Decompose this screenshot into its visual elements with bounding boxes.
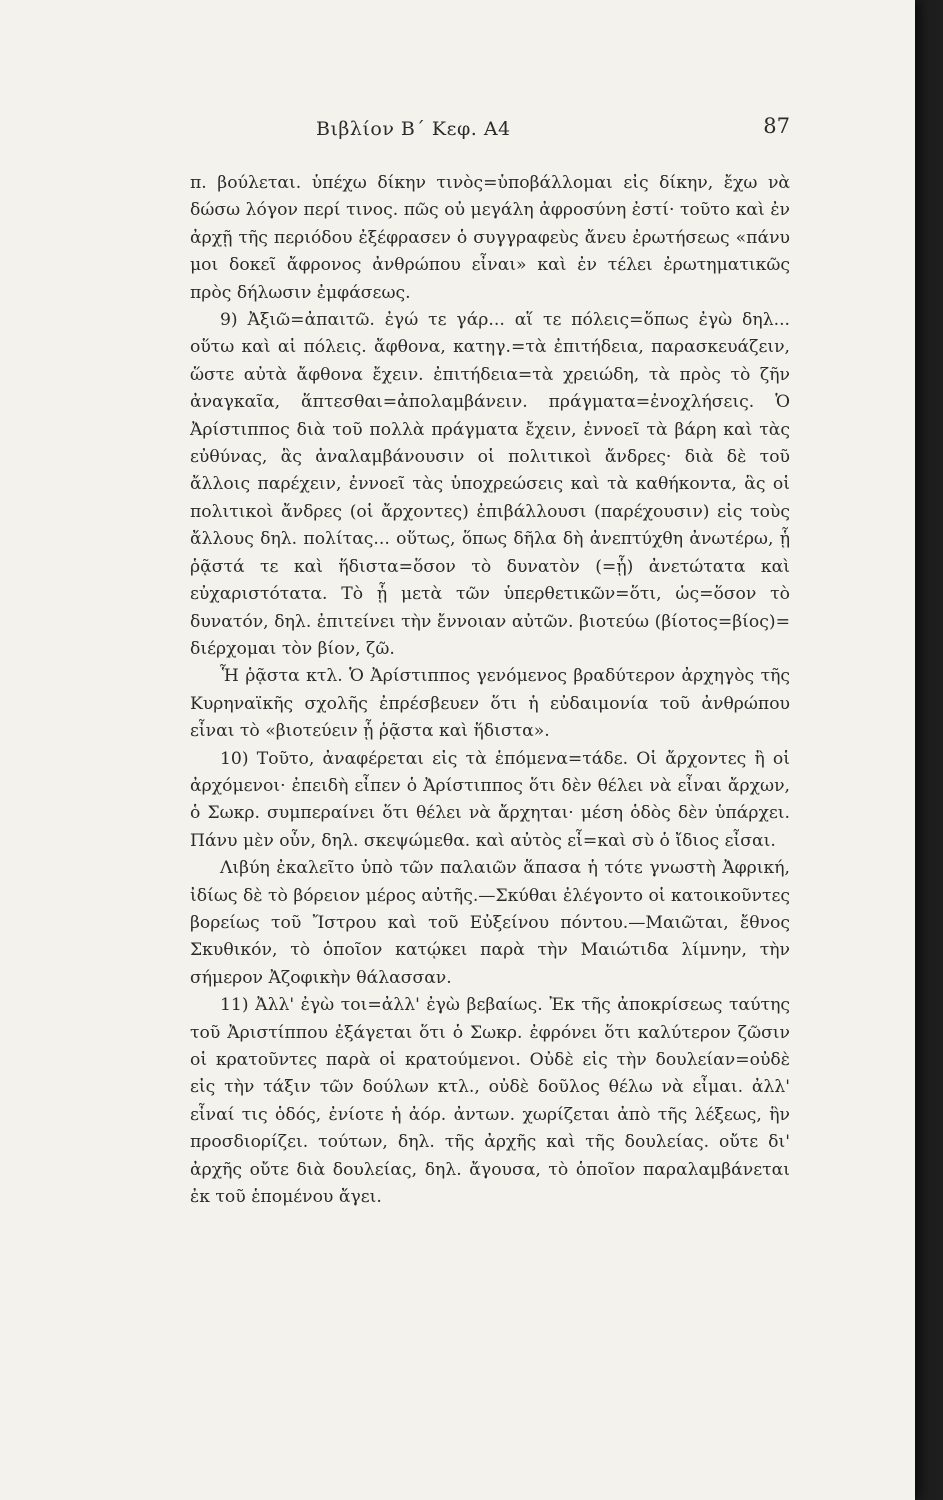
paragraph-continuation: π. βούλεται. ὑπέχω δίκην τινὸς=ὑποβάλλομαι εἰς δίκην, ἔχω νὰ δώσω λόγον περί τινος. πῶς οὐ μεγάλη ἀφροσύνη ἐστί· τοῦτο καὶ ἐν ἀρχῇ τῆς περιόδου ἐξέφρασεν ὁ συγγραφεὺς ἄνευ ἐρωτήσεως «πάνυ μοι δοκεῖ ἄφρονος ἀνθρώπου εἶναι» καὶ ἐν τέλει ἐρωτηματικῶς πρὸς δήλωσιν ἐμφάσεως.: [190, 173, 790, 303]
commentary-text: [190, 170, 790, 1211]
page-number: 87: [763, 114, 790, 138]
running-title: Βιβλίον Β΄ Κεφ. Α4: [316, 118, 511, 140]
paragraph-note-11: 11) Ἀλλ' ἐγὼ τοι=ἀλλ' ἐγὼ βεβαίως. Ἐκ τῆς ἀποκρίσεως ταύτης τοῦ Ἀριστίππου ἐξάγεται ὅτι ὁ Σωκρ. ἐφρόνει ὅτι καλύτερον ζῶσιν οἱ κρατοῦντες παρὰ οἱ κρατούμενοι. Οὐδὲ εἰς τὴν δουλείαν=οὐδὲ εἰς τὴν τάξιν τῶν δούλων κτλ., οὐδὲ δοῦλος θέλω νὰ εἶμαι. ἀλλ' εἶναί τις ὁδός, ἐνίοτε ἡ ἀόρ. ἀντων. χωρίζεται ἀπὸ τῆς λέξεως, ἣν προσδιορίζει. τούτων, δηλ. τῆς ἀρχῆς καὶ τῆς δουλείας. οὔτε δι' ἀρχῆς οὔτε διὰ δουλείας, δηλ. ἄγουσα, τὸ ὁποῖον παραλαμβάνεται ἐκ τοῦ ἑπομένου ἄγει.: [190, 995, 790, 1208]
page-header: [190, 114, 790, 152]
paragraph-libye: Λιβύη ἐκαλεῖτο ὑπὸ τῶν παλαιῶν ἅπασα ἡ τότε γνωστὴ Ἀφρική, ἰδίως δὲ τὸ βόρειον μέρος αὐτῆς.—Σκύθαι ἐλέγοντο οἱ κατοικοῦντες βορείως τοῦ Ἴστρου καὶ τοῦ Εὐξείνου πόντου.—Μαιῶται, ἔθνος Σκυθικόν, τὸ ὁποῖον κατῴκει παρὰ τὴν Μαιώτιδα λίμνην, τὴν σήμερον Ἀζοφικὴν θάλασσαν.: [190, 858, 790, 988]
paragraph-rasta: Ἧ ῥᾷστα κτλ. Ὁ Ἀρίστιππος γενόμενος βραδύτερον ἀρχηγὸς τῆς Κυρηναϊκῆς σχολῆς ἐπρέσβευεν ὅτι ἡ εὐδαιμονία τοῦ ἀνθρώπου εἶναι τὸ «βιοτεύειν ᾗ ῥᾷστα καὶ ἥδιστα».: [190, 666, 790, 742]
paragraph-note-9: 9) Ἀξιῶ=ἀπαιτῶ. ἐγώ τε γάρ... αἵ τε πόλεις=ὅπως ἐγὼ δηλ... οὕτω καὶ αἱ πόλεις. ἄφθονα, κατηγ.=τὰ ἐπιτήδεια, παρασκευάζειν, ὥστε αὐτὰ ἄφθονα ἔχειν. ἐπιτήδεια=τὰ χρειώδη, τὰ πρὸς τὸ ζῆν ἀναγκαῖα, ἅπτεσθαι=ἀπολαμβάνειν. πράγματα=ἐνοχλήσεις. Ὁ Ἀρίστιππος διὰ τοῦ πολλὰ πράγματα ἔχειν, ἐννοεῖ τὰ βάρη καὶ τὰς εὐθύνας, ἃς ἀναλαμβάνουσιν οἱ πολιτικοὶ ἄνδρες· διὰ δὲ τοῦ ἄλλοις παρέχειν, ἐννοεῖ τὰς ὑποχρεώσεις καὶ τὰ καθήκοντα, ἃς οἱ πολιτικοὶ ἄνδρες (οἱ ἄρχοντες) ἐπιβάλλουσι (παρέχουσιν) εἰς τοὺς ἄλλους δηλ. πολίτας... οὕτως, ὅπως δῆλα δὴ ἀνεπτύχθη ἀνωτέρω, ᾗ ῥᾷστά τε καὶ ἥδιστα=ὅσον τὸ δυνατὸν (=ᾗ) ἀνετώτατα καὶ εὐχαριστότατα. Τὸ ᾗ μετὰ τῶν ὑπερθετικῶν=ὅτι, ὡς=ὅσον τὸ δυνατόν, δηλ. ἐπιτείνει τὴν ἔννοιαν αὐτῶν. βιοτεύω (βίοτος=βίος)= διέρχομαι τὸν βίον, ζῶ.: [190, 310, 790, 659]
paragraph-note-10: 10) Τοῦτο, ἀναφέρεται εἰς τὰ ἑπόμενα=τάδε. Οἱ ἄρχοντες ἢ οἱ ἀρχόμενοι· ἐπειδὴ εἶπεν ὁ Ἀρίστιππος ὅτι δὲν θέλει νὰ εἶναι ἄρχων, ὁ Σωκρ. συμπεραίνει ὅτι θέλει νὰ ἄρχηται· μέση ὁδὸς δὲν ὑπάρχει. Πάνυ μὲν οὖν, δηλ. σκεψώμεθα. καὶ αὐτὸς εἶ=καὶ σὺ ὁ ἴδιος εἶσαι.: [190, 748, 790, 851]
